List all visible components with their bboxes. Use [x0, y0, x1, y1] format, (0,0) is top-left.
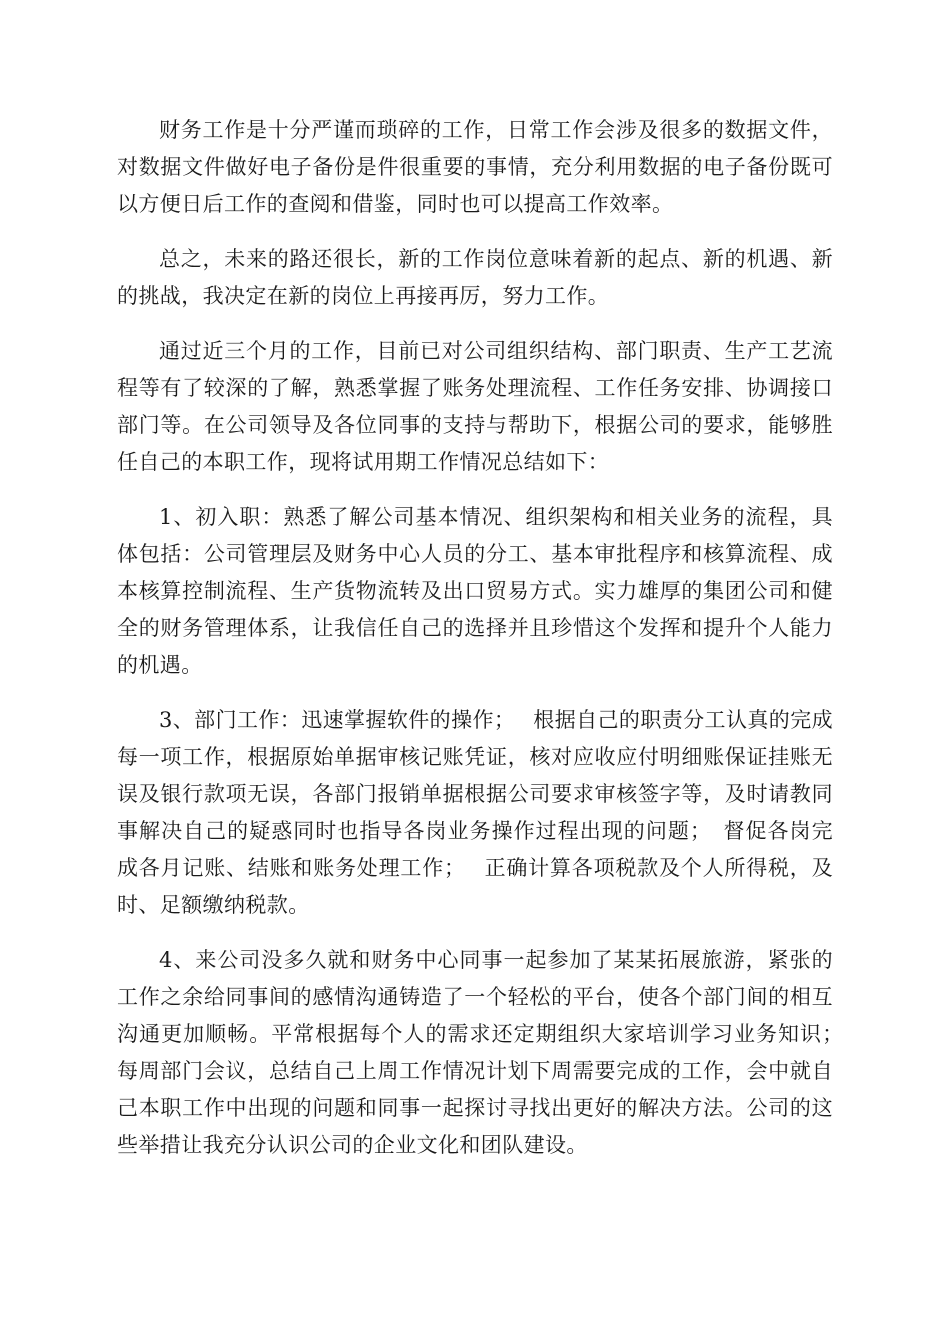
paragraph-backup: 财务工作是十分严谨而琐碎的工作，日常工作会涉及很多的数据文件，对数据文件做好电子备份是件很重要的事情，充分利用数据的电子备份既可以方便日后工作的查阅和借鉴，同时也可以提高工作效率。: [117, 118, 833, 216]
document-body: [117, 112, 862, 1182]
paragraph-overview: 通过近三个月的工作，目前已对公司组织结构、部门职责、生产工艺流程等有了较深的了解，熟悉掌握了账务处理流程、工作任务安排、协调接口部门等。在公司领导及各位同事的支持与帮助下，根据公司的要求，能够胜任自己的本职工作，现将试用期工作情况总结如下：: [117, 339, 833, 474]
paragraph-item-4: 4、来公司没多久就和财务中心同事一起参加了某某拓展旅游，紧张的工作之余给同事间的感情沟通铸造了一个轻松的平台，使各个部门间的相互沟通更加顺畅。平常根据每个人的需求还定期组织大家培训学习业务知识； 每周部门会议，总结自己上周工作情况计划下周需要完成的工作，会中就自己本职工作中出现的问题和同事一起探讨寻找出更好的解决方法。公司的这些举措让我充分认识公司的企业文化和团队建设。: [117, 948, 862, 1157]
paragraph-item-3: 3、部门工作：迅速掌握软件的操作； 根据自己的职责分工认真的完成每一项工作，根据原始单据审核记账凭证，核对应收应付明细账保证挂账无误及银行款项无误，各部门报销单据根据公司要求审核签字等，及时请教同事解决自己的疑惑同时也指导各岗业务操作过程出现的问题； 督促各岗完成各月记账、结账和账务处理工作； 正确计算各项税款及个人所得税，及时、足额缴纳税款。: [117, 708, 833, 917]
paragraph-item-1: 1、初入职：熟悉了解公司基本情况、组织架构和相关业务的流程，具体包括：公司管理层及财务中心人员的分工、基本审批程序和核算流程、成本核算控制流程、生产货物流转及出口贸易方式。实力雄厚的集团公司和健全的财务管理体系，让我信任自己的选择并且珍惜这个发挥和提升个人能力的机遇。: [117, 505, 833, 677]
paragraph-conclusion: 总之，未来的路还很长，新的工作岗位意味着新的起点、新的机遇、新的挑战，我决定在新的岗位上再接再厉，努力工作。: [117, 247, 833, 308]
